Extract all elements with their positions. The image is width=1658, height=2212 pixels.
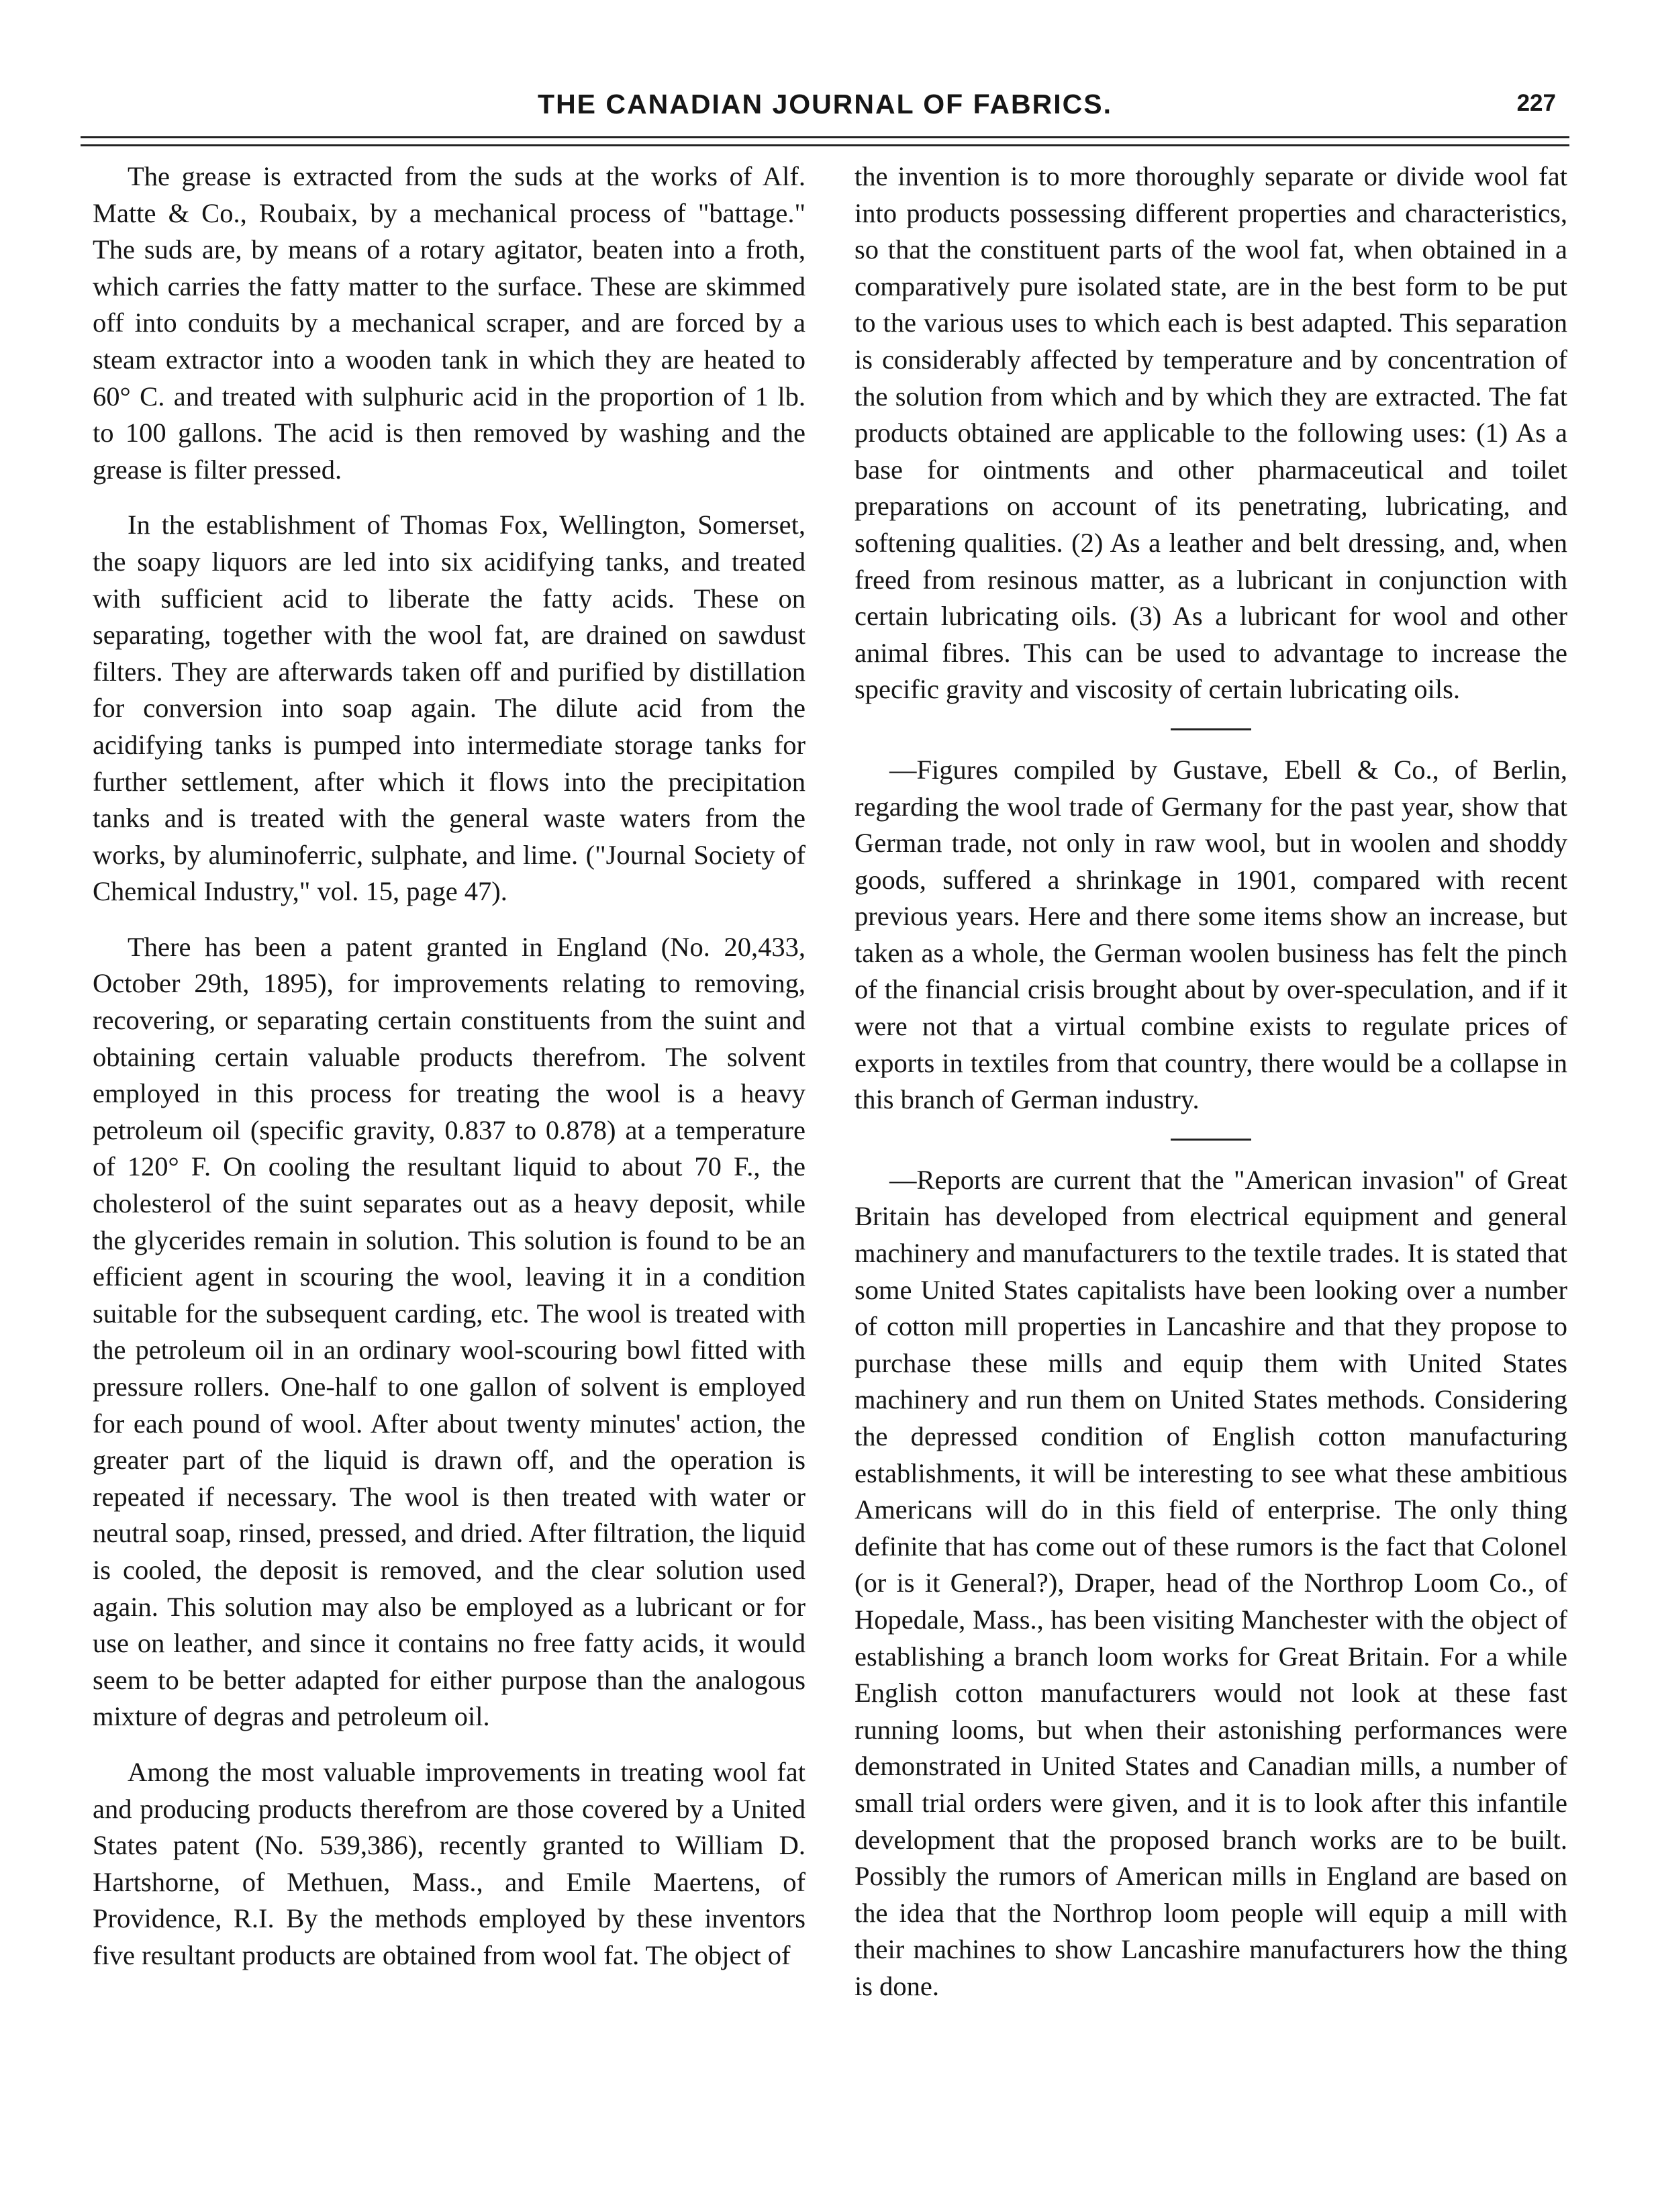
article-paragraph: Among the most valuable improvements in treating wool fat and producing products therefrom are those covered by a United States patent (No. 539,386), recently granted to William D. Hartshorne, of Methuen, Mass., and Emile Maertens, of Providence, R.I. By the methods employed by these inventors five resultant products are obtained from wool fat. The object of — [93, 1756, 806, 1970]
article-paragraph: There has been a patent granted in England (No. 20,433, October 29th, 1895), for improvements relating to removing, recovering, or separating certain constituents from the suint and obtaining certain valuable products therefrom. The solvent employed in this process for treating the wool is a heavy petroleum oil (specific gravity, 0.837 to 0.878) at a temperature of 120° F. On cooling the resultant liquid to about 70 F., the cholesterol of the suint separates out as a heavy deposit, while the glycerides remain in solution. This solution is found to be an efficient agent in scouring the wool, leaving it in a condition suitable for the subsequent carding, etc. The wool is treated with the petroleum oil in an ordinary wool-scouring bowl fitted with pressure rollers. One-half to one gallon of solvent is employed for each pound of wool. After about twenty minutes' action, the greater part of the liquid is drawn off, and the operation is repeated if necessary. The wool is then treated with water or neutral soap, rinsed, pressed, and dried. After filtration, the liquid is cooled, the deposit is removed, and the clear solution used again. This solution may also be employed as a lubricant or for use on leather, and since it contains no free fatty acids, it would seem to be better adapted for either purpose than the analogous mixture of degras and petroleum oil. — [93, 931, 806, 1732]
journal-title: THE CANADIAN JOURNAL OF FABRICS. — [538, 89, 1112, 119]
section-separator — [1171, 1139, 1251, 1141]
right-column — [855, 158, 1567, 2005]
news-item-germany: —Figures compiled by Gustave, Ebell & Co., of Berlin, regarding the wool trade of Germany for the past year, show that German trade, not only in raw wool, but in woolen and shoddy goods, suffered a shrinkage in 1901, compared with recent previous years. Here and there some items show an increase, but taken as a whole, the German woolen business has felt the pinch of the financial crisis brought about by over-speculation, and if it were not that a virtual combine exists to regulate prices of exports in textiles from that country, there would be a collapse in this branch of German industry. — [855, 754, 1567, 1115]
page-number: 227 — [1516, 90, 1556, 116]
running-header — [81, 82, 1569, 136]
article-continuation: the invention is to more thoroughly separate or divide wool fat into products possessing different properties and characteristics, so that the constituent parts of the wool fat, when obtained in a comparatively pure isolated state, are in the best form to be put to the various uses to which each is best adapted. This separation is considerably affected by temperature and by concentration of the solution from which and by which they are extracted. The fat products obtained are applicable to the following uses: (1) As a base for ointments and other pharmaceutical and toilet preparations on account of its penetrating, lubricating, and softening qualities. (2) As a leather and belt dressing, and, when freed from resinous matter, as a lubricant in conjunction with certain lubricating oils. (3) As a lubricant for wool and other animal fibres. This can be used to advantage to increase the specific gravity and viscosity of certain lubricating oils. — [855, 161, 1567, 705]
article-paragraph: In the establishment of Thomas Fox, Wellington, Somerset, the soapy liquors are led into six acidifying tanks, and treated with sufficient acid to liberate the fatty acids. These on separating, together with the wool fat, are drained on sawdust filters. They are afterwards taken off and purified by distillation for conversion into soap again. The dilute acid from the acidifying tanks is pumped into intermediate storage tanks for further settlement, after which it flows into the precipitation tanks and is treated with the general waste waters from the works, by aluminoferric, sulphate, and lime. ("Journal Society of Chemical Industry," vol. 15, page 47). — [93, 510, 806, 907]
header-rule — [81, 136, 1569, 146]
news-item-american-invasion: —Reports are current that the "American invasion" of Great Britain has developed from electrical equipment and general machinery and manufacturers to the textile trades. It is stated that some United States capitalists have been looking over a number of cotton mill properties in Lancashire and that they propose to purchase these mills and equip them with United States machinery and run them on United States methods. Considering the depressed condition of English cotton manufacturing establishments, it will be interesting to see what these ambitious Americans will do in this field of enterprise. The only thing definite that has come out of these rumors is the fact that Colonel (or is it General?), Draper, head of the Northrop Loom Co., of Hopedale, Mass., has been visiting Manchester with the object of establishing a branch loom works for Great Britain. For a while English cotton manufacturers would not look at these fast running looms, but when their astonishing performances were demonstrated in United States and Canadian mills, a number of small trial orders were given, and it is to look after this infantile development that the proposed branch works are to be built. Possibly the rumors of American mills in England are based on the idea that the Northrop loom people will equip a mill with their machines to show Lancashire manufacturers how the thing is done. — [855, 1164, 1567, 2001]
left-column — [93, 158, 806, 1974]
section-separator — [1171, 728, 1251, 730]
article-paragraph: The grease is extracted from the suds at the works of Alf. Matte & Co., Roubaix, by a mechanical process of "battage." The suds are, by means of a rotary agitator, beaten into a froth, which carries the fatty matter to the surface. These are skimmed off into conduits by a mechanical scraper, and are forced by a steam extractor into a wooden tank in which they are heated to 60° C. and treated with sulphuric acid in the proportion of 1 lb. to 100 gallons. The acid is then removed by washing and the grease is filter pressed. — [93, 161, 806, 485]
